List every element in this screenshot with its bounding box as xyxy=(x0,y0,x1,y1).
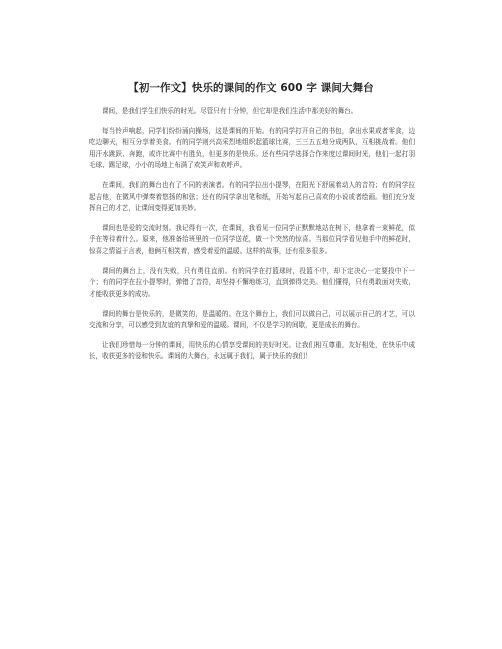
paragraph-5: 课间的舞台上，没有失败，只有勇往直前。有的同学在打篮球时，投篮不中，却下定决心一定要投中下一个；有的同学在拉小提琴时，弹错了音符，却坚持不懈地练习，直到弹得完美。他们懂得，只有勇敢面对失败，才能收获更多的成功。 xyxy=(89,266,415,298)
paragraph-7: 让我们珍惜每一分钟的课间，用快乐的心情享受课间的美好时光。让我们相互尊重，友好相处，在快乐中成长，收获更多的爱和快乐。课间的大舞台，永远属于我们，属于快乐的我们！ xyxy=(89,341,415,361)
document-body xyxy=(89,106,415,371)
paragraph-2: 每当铃声响起，同学们纷纷涌向操场，这是课间的开始。有的同学打开自己的书包，拿出水果或者零食，边吃边聊天，相互分享着美食。有的同学则兴高采烈地组织起篮球比赛，三三五五地分成两队，互相挑战着。他们用汗水跳跃、奔跑，或许比赛中有胜负，但更多的是快乐。还有些同学选择合作来度过课间时光，他们一起打羽毛球、踢足球，小小的场地上布满了欢笑声和欢呼声。 xyxy=(89,127,415,170)
paragraph-4: 课间也是爱的交流时刻。我记得有一次，在课间，我看见一位同学正默默地站在树下，他拿着一束鲜花，似乎在等待着什么。原来，他准备给班里的一位同学送花，做一个突然的惊喜。当那位同学看见他手中的鲜花时，惊喜之情溢于言表，他俩互相笑着，感受着爱的温暖。这样的故事，还有很多很多。 xyxy=(89,224,415,255)
paragraph-3: 在课间，我们的舞台也有了不同的表演者。有的同学拉出小提琴，在阳光下舒展着动人的音符；有的同学拉起吉他，在微风中弹奏着悠扬的和弦；还有的同学拿出笔和纸，开始写起自己喜欢的小说或者绘画。他们充分发挥自己的才艺，让课间变得更加美妙。 xyxy=(89,181,415,213)
paragraph-6: 课间的舞台是快乐的，是微笑的，是温暖的。在这个舞台上，我们可以做自己，可以展示自己的才艺，可以交流和分享，可以感受到友谊的真挚和爱的温暖。课间，不仅是学习的间歇，更是成长的舞台。 xyxy=(89,309,415,330)
document-title: 【初一作文】快乐的课间的作文 600 字 课间大舞台 xyxy=(128,82,374,94)
paragraph-1: 课间，是我们学生们快乐的时光。尽管只有十分钟，但它却是我们生活中那美好的舞台。 xyxy=(102,107,358,115)
